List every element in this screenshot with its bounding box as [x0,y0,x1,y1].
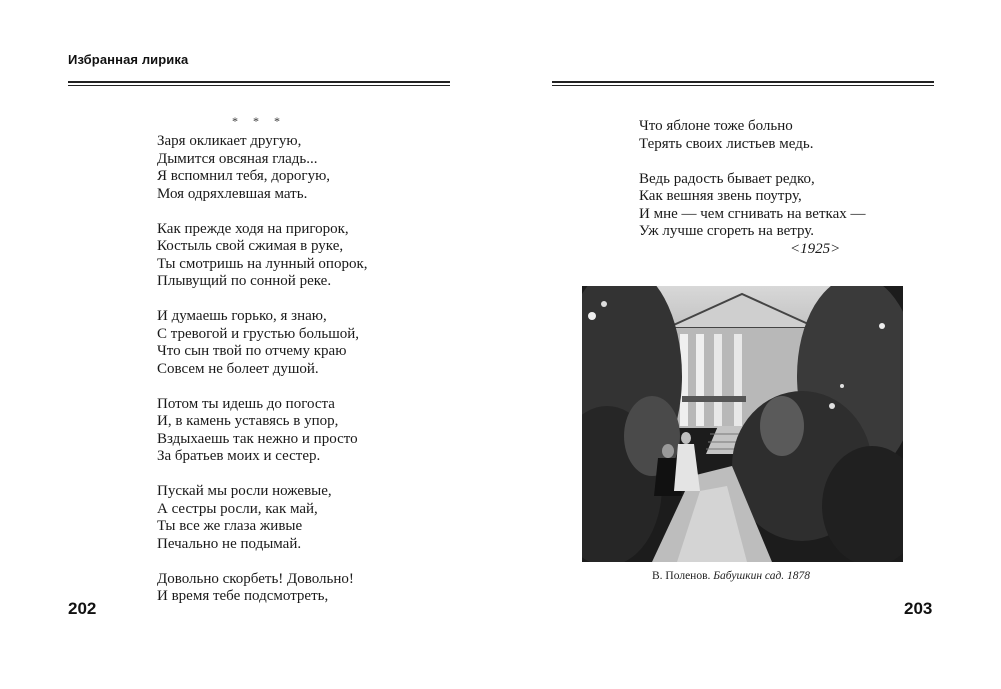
poem-line: За братьев моих и сестер. [157,448,321,464]
poem-line: Как вешняя звень поутру, [639,188,802,204]
poem-line: Совсем не болеет душой. [157,360,319,377]
poem-line: Ты смотришь на лунный опорок, [157,255,368,272]
poem-text-left [157,133,368,623]
painting-illustration [582,286,903,562]
caption-author: В. Поленов. [652,570,711,582]
poem-line: И мне — чем сгнивать на ветках — [639,205,866,222]
right-page [500,0,1001,689]
poem-line: И время тебе подсмотреть, [157,588,329,604]
painting-caption [652,570,810,582]
stanza [157,571,368,606]
poem-line: Как прежде ходя на пригорок, [157,220,349,237]
poem-line: Терять своих листьев медь. [639,135,814,152]
left-page [0,0,500,689]
stanza [157,308,368,378]
stanza [639,118,865,153]
running-head: Избранная лирика [68,52,189,67]
stanza [157,396,368,466]
poem-line: Уж лучше сгореть на ветру. [639,223,815,239]
poem-line: Костыль свой сжимая в руке, [157,238,344,254]
poem-line: Ты все же глаза живые [157,518,303,534]
poem-line: Я вспомнил тебя, дорогую, [157,168,331,184]
poem-line: Пускай мы росли ножевые, [157,483,332,499]
caption-title: Бабушкин сад. 1878 [713,570,811,582]
poem-line: Вздыхаешь так нежно и просто [157,430,358,447]
stanza [157,133,368,203]
poem-line: Что яблоне тоже больно [639,118,793,134]
page-number-left: 202 [68,599,97,618]
poem-line: Дымится овсяная гладь... [157,150,318,167]
poem-line: Потом ты идешь до погоста [157,395,335,412]
poem-line: И, в камень уставясь в упор, [157,413,339,429]
poem-line: Что сын твой по отчему краю [157,343,347,359]
poem-date: <1925> [790,240,841,257]
poem-line: Довольно скорбеть! Довольно! [157,570,354,587]
poem-text-right [639,118,865,258]
poem-line: Заря окликает другую, [157,133,302,149]
poem-line: Плывущий по сонной реке. [157,273,332,289]
poem-asterism: * * * [232,114,286,128]
poem-line: Моя одряхлевшая мать. [157,185,308,202]
poem-line: Ведь радость бывает редко, [639,170,815,187]
header-rule-right [552,81,934,86]
painting-image [582,286,903,562]
header-rule-left [68,81,450,86]
stanza [639,171,865,259]
poem-line: Печально не подымай. [157,535,302,552]
poem-line: И думаешь горько, я знаю, [157,308,327,324]
stanza [157,483,368,553]
poem-line: А сестры росли, как май, [157,500,318,517]
poem-line: С тревогой и грустью большой, [157,325,360,342]
stanza [157,221,368,291]
page-number-right: 203 [904,599,933,618]
